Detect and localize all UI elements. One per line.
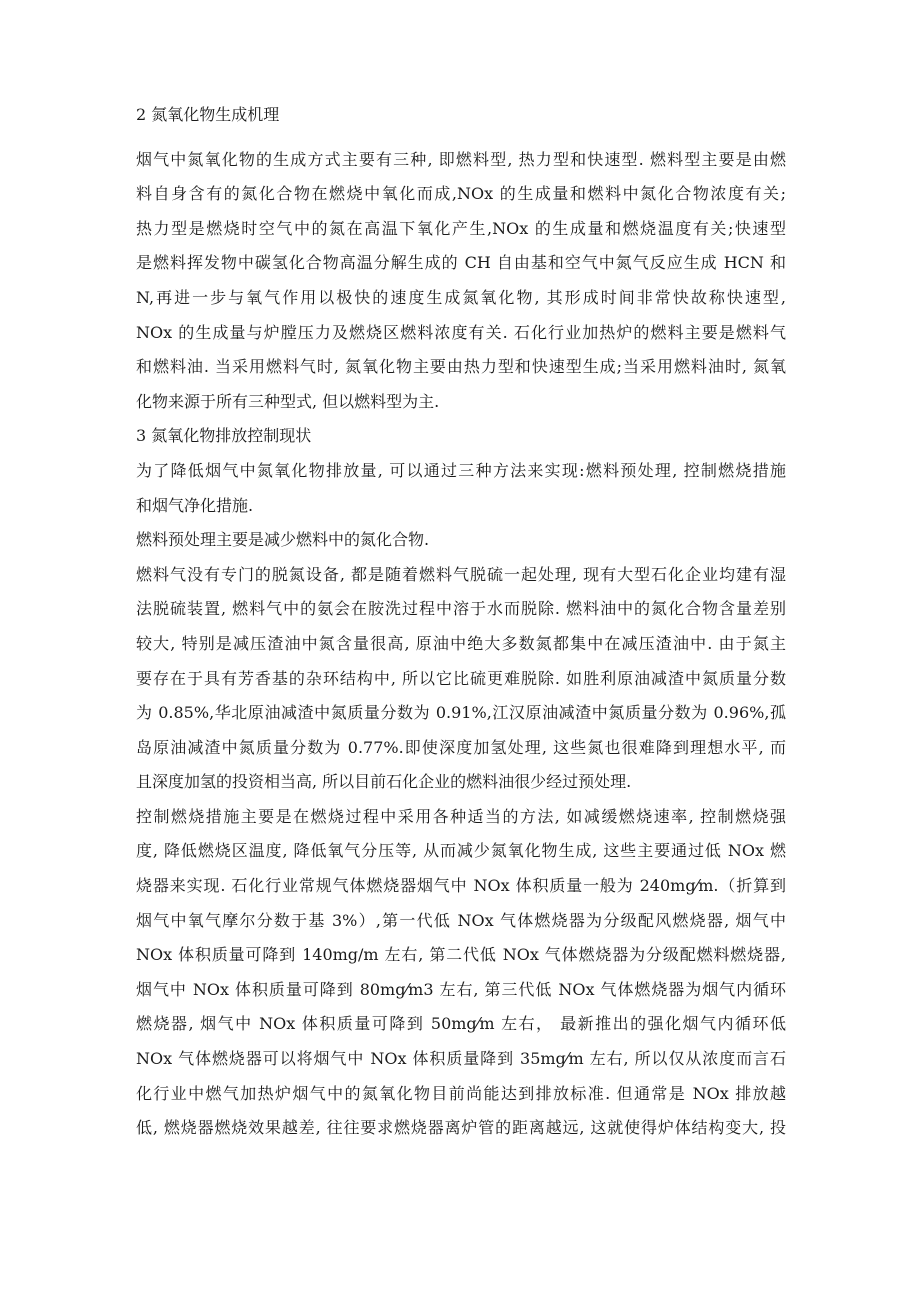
text-line: 烟气中氧气摩尔分数于基 3%）,第一代低 NOx 气体燃烧器为分级配风燃烧器, 烟气中	[136, 910, 786, 930]
text-line: 且深度加氢的投资相当高, 所以目前石化企业的燃料油很少经过预处理.	[136, 772, 632, 792]
text-line: N,再进一步与氧气作用以极快的速度生成氮氧化物, 其形成时间非常快故称快速型,	[136, 287, 786, 307]
text-line: 热力型是燃烧时空气中的氮在高温下氧化产生,NOx 的生成量和燃烧温度有关;快速型	[136, 218, 786, 238]
text-line: 度, 降低燃烧区温度, 降低氧气分压等, 从而减少氮氧化物生成, 这些主要通过低 NOx 燃	[136, 841, 786, 861]
text-line: 燃料预处理主要是减少燃料中的氮化合物.	[136, 530, 430, 550]
section-3-paragraph-1	[136, 454, 786, 523]
text-line: 料自身含有的氮化合物在燃烧中氧化而成,NOx 的生成量和燃料中氮化合物浓度有关;	[136, 184, 786, 204]
text-line: 岛原油减渣中氮质量分数为 0.77%.即使深度加氢处理, 这些氮也很难降到理想水平, 而	[136, 737, 786, 757]
text-line: NOx 体积质量可降到 140mg/m 左右, 第二代低 NOx 气体燃烧器为分级配燃料燃烧器,	[136, 945, 786, 965]
section-3-paragraph-2	[136, 523, 786, 558]
text-line: 为 0.85%,华北原油减渣中氮质量分数为 0.91%,江汉原油减渣中氮质量分数为 0.96%,孤	[136, 703, 786, 723]
document-page	[136, 98, 786, 1146]
text-line: 低, 燃烧器燃烧效果越差, 往往要求燃烧器离炉管的距离越远, 这就使得炉体结构变大, 投	[136, 1118, 786, 1138]
text-line: 烧器来实现. 石化行业常规气体燃烧器烟气中 NOx 体积质量一般为 240mg⁄m.（折算到	[136, 876, 786, 896]
text-line: 要存在于具有芳香基的杂环结构中, 所以它比硫更难脱除. 如胜利原油减渣中氮质量分数	[136, 668, 786, 688]
text-line: 烟气中 NOx 体积质量可降到 80mg⁄m3 左右, 第三代低 NOx 气体燃烧器为烟气内循环	[136, 979, 786, 999]
text-line: NOx 气体燃烧器可以将烟气中 NOx 体积质量降到 35mg⁄m 左右, 所以仅从浓度而言石	[136, 1049, 786, 1069]
text-line: 燃料气没有专门的脱氮设备, 都是随着燃料气脱硫一起处理, 现有大型石化企业均建有湿	[136, 564, 786, 584]
section-heading-3: 3 氮氧化物排放控制现状	[136, 426, 312, 446]
text-line: 和烟气净化措施.	[136, 495, 254, 515]
text-line: 法脱硫装置, 燃料气中的氨会在胺洗过程中溶于水而脱除. 燃料油中的氮化合物含量差别	[136, 599, 786, 619]
text-line: 化行业中燃气加热炉烟气中的氮氧化物目前尚能达到排放标准. 但通常是 NOx 排放越	[136, 1083, 786, 1103]
section-3-paragraph-3	[136, 558, 786, 800]
text-line: 燃烧器, 烟气中 NOx 体积质量可降到 50mg⁄m 左右， 最新推出的强化烟气内循环低	[136, 1014, 786, 1034]
text-line: NOx 的生成量与炉膛压力及燃烧区燃料浓度有关. 石化行业加热炉的燃料主要是燃料气	[136, 322, 786, 342]
section-2-paragraph-1	[136, 143, 786, 420]
section-heading-2: 2 氮氧化物生成机理	[136, 105, 280, 124]
text-line: 是燃料挥发物中碳氢化合物高温分解生成的 CH 自由基和空气中氮气反应生成 HCN 和	[136, 253, 786, 273]
text-line: 为了降低烟气中氮氧化物排放量, 可以通过三种方法来实现:燃料预处理, 控制燃烧措施	[136, 460, 786, 480]
text-line: 化物来源于所有三种型式, 但以燃料型为主.	[136, 391, 440, 411]
text-line: 和燃料油. 当采用燃料气时, 氮氧化物主要由热力型和快速型生成;当采用燃料油时, 氮氧	[136, 357, 786, 377]
text-line: 较大, 特别是减压渣油中氮含量很高, 原油中绝大多数氮都集中在减压渣油中. 由于氮主	[136, 633, 786, 653]
section-3-paragraph-4	[136, 800, 786, 1146]
text-line: 烟气中氮氧化物的生成方式主要有三种, 即燃料型, 热力型和快速型. 燃料型主要是由燃	[136, 149, 786, 169]
text-line: 控制燃烧措施主要是在燃烧过程中采用各种适当的方法, 如减缓燃烧速率, 控制燃烧强	[136, 806, 786, 826]
